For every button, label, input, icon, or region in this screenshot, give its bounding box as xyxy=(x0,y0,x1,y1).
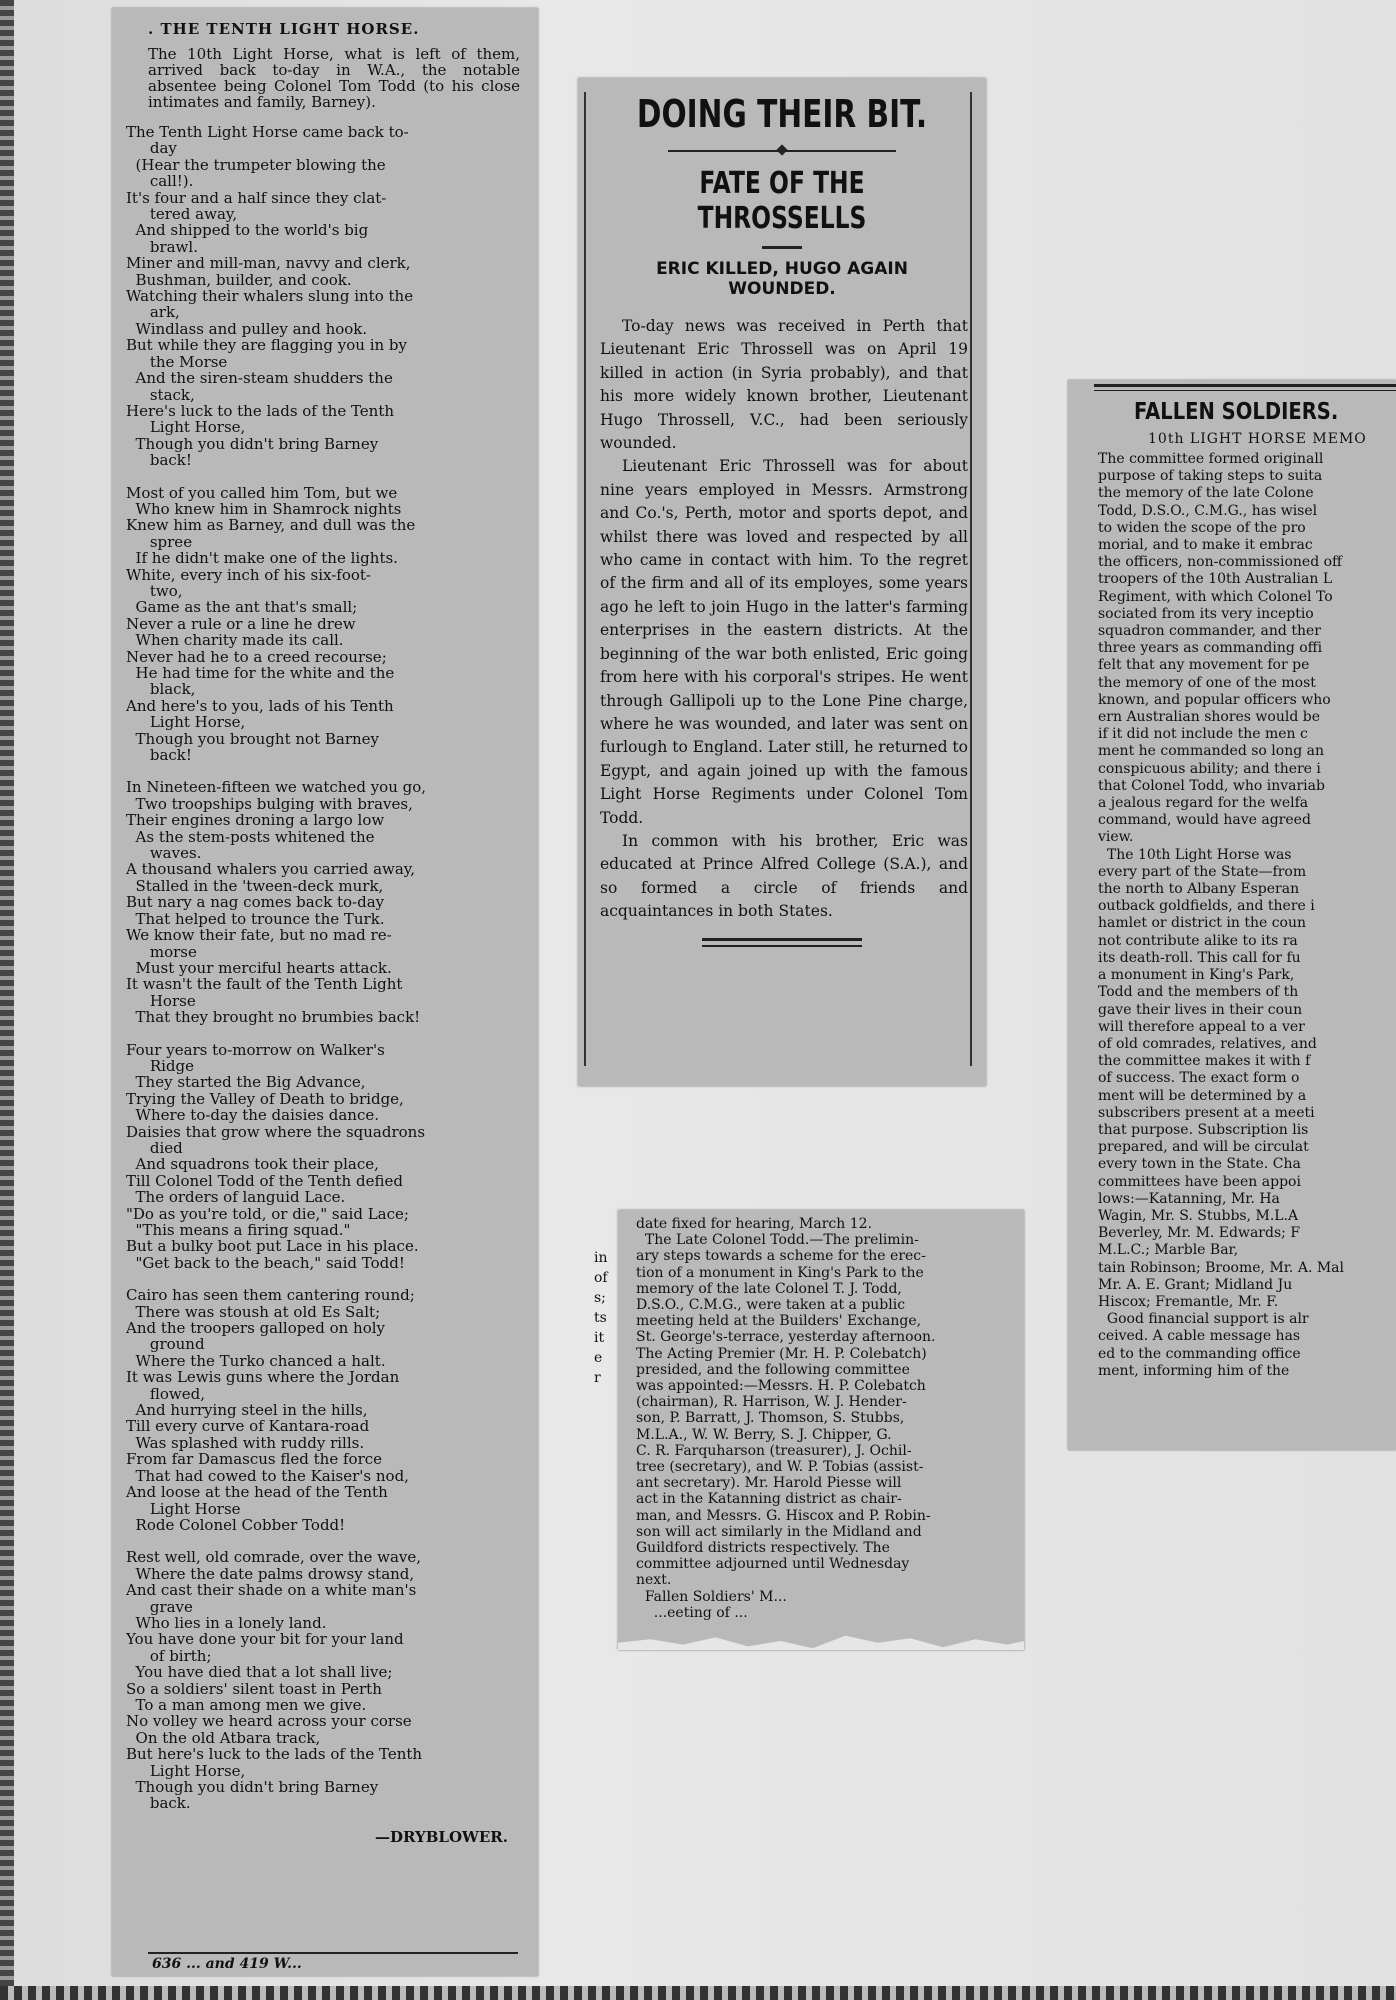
todd-line: memory of the late Colonel T. J. Todd, xyxy=(636,1280,902,1297)
poem-stanza xyxy=(126,485,524,764)
fallen-line: of old comrades, relatives, and xyxy=(1098,1035,1317,1052)
poem-line: And hurrying steel in the hills, xyxy=(126,1402,368,1419)
poem-line: Horse xyxy=(126,992,196,1010)
poem-stanza xyxy=(126,1287,524,1533)
poem-line: Who knew him in Shamrock nights xyxy=(126,500,402,518)
poem-line: (Hear the trumpeter blowing the xyxy=(126,156,386,174)
fallen-line: lows:—Katanning, Mr. Ha xyxy=(1098,1190,1280,1207)
fallen-line: command, would have agreed xyxy=(1098,812,1311,829)
fallen-line: Mr. A. E. Grant; Midland Ju xyxy=(1098,1276,1293,1293)
todd-line: C. R. Farquharson (treasurer), J. Ochil- xyxy=(636,1442,912,1459)
article-paragraph: Lieutenant Eric Throssell was for about nine years employed in Messrs. Armstrong and Co.'s, Perth, motor and sports depot, and whilst there was loved and respected by all who came in contact with him. To the regret of the firm and all of its employes, some years ago he left to join Hugo in the latter's farming enterprises in the eastern districts. At the beginning of the war both enlisted, Eric going from here with his corporal's stripes. He went through Gallipoli up to the Lone Pine charge, where he was wounded, and later was sent on furlough to England. Later still, he returned to Egypt, and again joined up with the famous Light Horse Regiments under Colonel Tom Todd. xyxy=(600,457,968,827)
poem-line: Light Horse, xyxy=(126,419,246,436)
todd-line: man, and Messrs. G. Hiscox and P. Robin- xyxy=(636,1507,931,1524)
todd-line: The Acting Premier (Mr. H. P. Colebatch) xyxy=(636,1345,927,1362)
poem-line: day xyxy=(126,140,177,157)
article-body xyxy=(600,315,968,924)
fallen-line: committees have been appoi xyxy=(1098,1173,1301,1190)
poem-line: tered away, xyxy=(126,206,238,223)
poem-intro: The 10th Light Horse, what is left of them, arrived back to-day in W.A., the notable absentee being Colonel Tom Todd (to his close intimates and family, Barney). xyxy=(148,45,520,111)
todd-line: ary steps towards a scheme for the erec- xyxy=(636,1248,926,1265)
poem-line: But while they are flagging you in by xyxy=(126,337,408,354)
todd-line: was appointed:—Messrs. H. P. Colebatch xyxy=(636,1378,926,1395)
poem-line: But here's luck to the lads of the Tenth xyxy=(126,1746,423,1763)
poem-line: White, every inch of his six-foot- xyxy=(126,566,371,583)
fallen-line: the committee makes it with f xyxy=(1098,1053,1311,1070)
poem-line: Where the Turko chanced a halt. xyxy=(126,1352,386,1370)
todd-line: Fallen Soldiers' M... xyxy=(636,1588,787,1605)
fallen-line: troopers of the 10th Australian L xyxy=(1098,571,1333,588)
poem-line: Light Horse, xyxy=(126,1762,246,1779)
poem-line: The Tenth Light Horse came back to- xyxy=(126,124,409,141)
poem-line: Though you brought not Barney xyxy=(126,730,380,748)
fallen-line: known, and popular officers who xyxy=(1098,691,1331,708)
poem-line: back! xyxy=(126,747,192,764)
poem-line: Their engines droning a largo low xyxy=(126,812,385,829)
poem-line: On the old Atbara track, xyxy=(126,1729,321,1747)
fallen-line: purpose of taking steps to suita xyxy=(1098,468,1323,485)
fallen-line: squadron commander, and ther xyxy=(1098,623,1321,640)
poem-line: the Morse xyxy=(126,353,228,371)
poem-line: That helped to trounce the Turk. xyxy=(126,910,385,928)
poem-line: Never had he to a creed recourse; xyxy=(126,648,387,665)
poem-line: Two troopships bulging with braves, xyxy=(126,795,413,813)
fallen-line: every town in the State. Cha xyxy=(1098,1156,1301,1173)
poem-line: It's four and a half since they clat- xyxy=(126,189,387,207)
poem-line: Cairo has seen them cantering round; xyxy=(126,1287,415,1304)
poem-line: There was stoush at old Es Salt; xyxy=(126,1303,381,1321)
todd-line: presided, and the following committee xyxy=(636,1361,910,1378)
todd-line: ...eeting of ... xyxy=(636,1604,748,1621)
poem-line: Miner and mill-man, navvy and clerk, xyxy=(126,255,411,272)
todd-line: The Late Colonel Todd.—The prelimin- xyxy=(636,1232,919,1249)
poem-line: He had time for the white and the xyxy=(126,665,395,682)
poem-line: call!). xyxy=(126,173,194,190)
article-paragraph: In common with his brother, Eric was educated at Prince Alfred College (S.A.), and so formed a circle of friends and acquaintances in both States. xyxy=(600,831,968,921)
poem-line: Who lies in a lonely land. xyxy=(126,1614,327,1632)
poem-line: It wasn't the fault of the Tenth Light xyxy=(126,976,403,993)
poem-line: Till Colonel Todd of the Tenth defied xyxy=(126,1172,403,1190)
poem-line: In Nineteen-fifteen we watched you go, xyxy=(126,779,427,796)
fallen-line: conspicuous ability; and there i xyxy=(1098,760,1321,777)
margin-fragment: s; xyxy=(594,1290,606,1306)
poem-line: Ridge xyxy=(126,1057,195,1075)
fallen-line: prepared, and will be circulat xyxy=(1098,1139,1309,1156)
margin-fragment: in xyxy=(594,1250,608,1266)
fallen-line: the officers, non-commissioned off xyxy=(1098,554,1342,571)
poem-line: back. xyxy=(126,1795,191,1812)
poem-line: A thousand whalers you carried away, xyxy=(126,861,416,878)
fallen-line: ment, informing him of the xyxy=(1098,1362,1290,1379)
poem-line: Light Horse, xyxy=(126,714,246,731)
poem-line: And shipped to the world's big xyxy=(126,222,369,239)
poem-line: The orders of languid Lace. xyxy=(126,1189,346,1206)
poem-footer: 636 ... and 419 W... xyxy=(152,1956,302,1972)
fallen-line: Good financial support is alr xyxy=(1098,1311,1309,1328)
fallen-line: ern Australian shores would be xyxy=(1098,709,1320,726)
todd-line: act in the Katanning district as chair- xyxy=(636,1491,902,1508)
todd-line: ant secretary). Mr. Harold Piesse will xyxy=(636,1475,902,1492)
todd-left-margin xyxy=(594,1248,614,1388)
todd-line: son, P. Barratt, J. Thomson, S. Stubbs, xyxy=(636,1410,905,1427)
poem-line: Light Horse xyxy=(126,1500,241,1517)
fallen-soldiers-clipping xyxy=(1068,380,1396,1450)
column-border-right xyxy=(970,92,972,1066)
fallen-line: if it did not include the men c xyxy=(1098,726,1308,743)
poem-line: spree xyxy=(126,533,193,551)
poem-line: Rest well, old comrade, over the wave, xyxy=(126,1549,422,1566)
poem-line: Though you didn't bring Barney xyxy=(126,435,379,453)
margin-fragment: ts xyxy=(594,1310,607,1326)
poem-line: That they brought no brumbies back! xyxy=(126,1009,421,1026)
poem-line: Where the date palms drowsy stand, xyxy=(126,1565,415,1583)
todd-line: committee adjourned until Wednesday xyxy=(636,1556,910,1573)
fallen-line: to widen the scope of the pro xyxy=(1098,519,1306,536)
poem-line: Rode Colonel Cobber Todd! xyxy=(126,1516,346,1534)
poem-line: Though you didn't bring Barney xyxy=(126,1779,379,1796)
fallen-line: tain Robinson; Broome, Mr. A. Mal xyxy=(1098,1259,1344,1276)
poem-line: waves. xyxy=(126,845,202,862)
todd-line: Guildford districts respectively. The xyxy=(636,1540,890,1557)
margin-fragment: it xyxy=(594,1330,605,1346)
fallen-line: Todd, D.S.O., C.M.G., has wisel xyxy=(1098,502,1318,519)
fallen-line: the memory of one of the most xyxy=(1098,674,1316,691)
fallen-line: subscribers present at a meeti xyxy=(1098,1104,1315,1121)
fallen-line: ceived. A cable message has xyxy=(1098,1328,1301,1345)
poem-line: You have done your bit for your land xyxy=(126,1631,404,1648)
fallen-line: of success. The exact form o xyxy=(1098,1070,1300,1087)
poem-line: You have died that a lot shall live; xyxy=(126,1664,393,1681)
poem-line: It was Lewis guns where the Jordan xyxy=(126,1369,400,1386)
poem-line: And cast their shade on a white man's xyxy=(126,1582,417,1599)
doing-their-bit-clipping xyxy=(578,78,986,1086)
poem-line: Most of you called him Tom, but we xyxy=(126,484,398,501)
double-rule xyxy=(702,938,862,947)
poem-line: As the stem-posts whitened the xyxy=(126,828,375,846)
page-bottom-edge xyxy=(0,1986,1396,2000)
fallen-line: not contribute alike to its ra xyxy=(1098,932,1298,949)
fallen-line: M.L.C.; Marble Bar, xyxy=(1098,1242,1239,1259)
poem-stanza xyxy=(126,1549,524,1812)
poem-rule xyxy=(148,1952,518,1954)
poem-line: Here's luck to the lads of the Tenth xyxy=(126,402,395,420)
poem-line: Till every curve of Kantara-road xyxy=(126,1418,370,1435)
fallen-line: the memory of the late Colone xyxy=(1098,485,1314,502)
fallen-line: Hiscox; Fremantle, Mr. F. xyxy=(1098,1293,1279,1310)
todd-line: tion of a monument in King's Park to the xyxy=(636,1264,924,1281)
poem-line: Bushman, builder, and cook. xyxy=(126,271,352,289)
poem-line: Windlass and pulley and hook. xyxy=(126,320,368,338)
fallen-line: a jealous regard for the welfa xyxy=(1098,795,1309,812)
fallen-line: will therefore appeal to a ver xyxy=(1098,1018,1305,1035)
fallen-line: that Colonel Todd, who invariab xyxy=(1098,777,1325,794)
poem-line: flowed, xyxy=(126,1385,205,1403)
todd-line: D.S.O., C.M.G., were taken at a public xyxy=(636,1297,906,1314)
diamond-rule xyxy=(668,142,896,160)
todd-body xyxy=(636,1210,1006,1621)
poem-line: two, xyxy=(126,582,183,600)
fallen-line: gave their lives in their coun xyxy=(1098,1001,1303,1018)
poem-line: "Do as you're told, or die," said Lace; xyxy=(126,1205,409,1222)
margin-fragment: of xyxy=(594,1270,608,1286)
fallen-rule xyxy=(1094,384,1396,391)
poem-line: Never a rule or a line he drew xyxy=(126,615,356,633)
fallen-body xyxy=(1098,451,1396,1380)
poem-signature: —DRYBLOWER. xyxy=(375,1827,508,1846)
fallen-line: ment he commanded so long an xyxy=(1098,743,1325,760)
poem-line: Trying the Valley of Death to bridge, xyxy=(126,1090,404,1108)
todd-line: next. xyxy=(636,1572,672,1589)
poem-stanza xyxy=(126,779,524,1025)
fallen-line: ment will be determined by a xyxy=(1098,1087,1307,1104)
poem-line: Daisies that grow where the squadrons xyxy=(126,1123,426,1140)
fallen-line: a monument in King's Park, xyxy=(1098,967,1295,984)
fallen-line: view. xyxy=(1098,829,1134,846)
fallen-line: outback goldfields, and there i xyxy=(1098,898,1315,915)
headline: DOING THEIR BIT. xyxy=(636,92,928,136)
poem-line: ground xyxy=(126,1336,205,1353)
fallen-line: every part of the State—from xyxy=(1098,863,1307,880)
fallen-line: Todd and the members of th xyxy=(1098,984,1299,1001)
fallen-line: Regiment, with which Colonel To xyxy=(1098,588,1333,605)
fallen-line: The 10th Light Horse was xyxy=(1098,846,1292,863)
fallen-line: Beverley, Mr. M. Edwards; F xyxy=(1098,1225,1301,1242)
poem-line: Was splashed with ruddy rills. xyxy=(126,1434,365,1452)
todd-line: (chairman), R. Harrison, W. J. Hender- xyxy=(636,1394,907,1411)
todd-line: date fixed for hearing, March 12. xyxy=(636,1216,872,1232)
poem-line: brawl. xyxy=(126,238,198,256)
poem-line: If he didn't make one of the lights. xyxy=(126,550,398,567)
poem-body xyxy=(126,124,524,1812)
fallen-line: the north to Albany Esperan xyxy=(1098,881,1300,898)
poem-line: So a soldiers' silent toast in Perth xyxy=(126,1680,382,1697)
subheadline: FATE OF THE THROSSELLS xyxy=(697,166,867,236)
todd-line: meeting held at the Builders' Exchange, xyxy=(636,1313,922,1330)
poem-line: But a bulky boot put Lace in his place. xyxy=(126,1238,419,1255)
fallen-line: its death-roll. This call for fu xyxy=(1098,949,1301,966)
poem-stanza xyxy=(126,124,524,469)
poem-line: From far Damascus fled the force xyxy=(126,1451,383,1468)
fallen-line: felt that any movement for pe xyxy=(1098,657,1310,674)
poem-line: "Get back to the beach," said Todd! xyxy=(126,1254,405,1272)
short-rule xyxy=(762,246,802,249)
poem-line: black, xyxy=(126,681,196,698)
poem-clipping xyxy=(112,8,538,1976)
poem-line: Four years to-morrow on Walker's xyxy=(126,1041,385,1058)
todd-line: St. George's-terrace, yesterday afternoon. xyxy=(636,1329,936,1346)
page-left-edge xyxy=(0,0,14,2000)
poem-line: No volley we heard across your corse xyxy=(126,1713,412,1730)
poem-line: And here's to you, lads of his Tenth xyxy=(126,697,394,715)
poem-line: back! xyxy=(126,452,192,469)
poem-line: Stalled in the 'tween-deck murk, xyxy=(126,877,384,895)
margin-fragment: r xyxy=(594,1370,601,1386)
poem-line: And the troopers galloped on holy xyxy=(126,1320,386,1337)
column-border-left xyxy=(584,92,586,1066)
todd-line: M.L.A., W. W. Berry, S. J. Chipper, G. xyxy=(636,1426,892,1443)
fallen-line: that purpose. Subscription lis xyxy=(1098,1121,1309,1138)
fallen-line: hamlet or district in the coun xyxy=(1098,915,1307,932)
fallen-subtitle: 10th LIGHT HORSE MEMO xyxy=(1148,431,1367,447)
poem-line: stack, xyxy=(126,386,195,403)
poem-line: They started the Big Advance, xyxy=(126,1074,366,1091)
poem-stanza xyxy=(126,1042,524,1272)
poem-line: And loose at the head of the Tenth xyxy=(126,1484,388,1501)
colonel-todd-clipping xyxy=(594,1210,1024,1650)
fallen-line: Wagin, Mr. S. Stubbs, M.L.A xyxy=(1098,1207,1299,1224)
poem-line: Where to-day the daisies dance. xyxy=(126,1107,379,1124)
fallen-title: FALLEN SOLDIERS. xyxy=(1134,399,1339,425)
fallen-line: sociated from its very inceptio xyxy=(1098,605,1314,622)
poem-title: . THE TENTH LIGHT HORSE. xyxy=(148,20,420,38)
poem-line: To a man among men we give. xyxy=(126,1696,367,1714)
deck: ERIC KILLED, HUGO AGAIN WOUNDED. xyxy=(656,259,908,299)
poem-line: But nary a nag comes back to-day xyxy=(126,894,385,911)
poem-line: That had cowed to the Kaiser's nod, xyxy=(126,1467,409,1485)
poem-line: grave xyxy=(126,1598,193,1615)
fallen-line: The committee formed originall xyxy=(1098,451,1324,467)
todd-line: tree (secretary), and W. P. Tobias (assist- xyxy=(636,1459,924,1476)
fallen-line: ed to the commanding office xyxy=(1098,1345,1301,1362)
todd-line: son will act similarly in the Midland and xyxy=(636,1523,922,1540)
poem-line: Must your merciful hearts attack. xyxy=(126,959,392,977)
poem-line: ark, xyxy=(126,304,180,321)
poem-line: morse xyxy=(126,943,197,960)
poem-line: Watching their whalers slung into the xyxy=(126,288,414,305)
article-paragraph: To-day news was received in Perth that Lieutenant Eric Throssell was on April 19 killed in action (in Syria probably), and that his more widely known brother, Lieutenant Hugo Throssell, V.C., had been seriously wounded. xyxy=(600,317,968,453)
poem-line: Game as the ant that's small; xyxy=(126,599,358,616)
fallen-line: three years as commanding offi xyxy=(1098,640,1323,657)
poem-line: When charity made its call. xyxy=(126,632,344,649)
poem-line: of birth; xyxy=(126,1647,212,1665)
torn-edge xyxy=(618,1632,1024,1650)
poem-line: We know their fate, but no mad re- xyxy=(126,927,392,944)
poem-line: "This means a firing squad." xyxy=(126,1222,351,1239)
poem-line: And the siren-steam shudders the xyxy=(126,370,393,387)
poem-line: died xyxy=(126,1139,183,1157)
fallen-line: morial, and to make it embrac xyxy=(1098,537,1313,554)
poem-line: And squadrons took their place, xyxy=(126,1156,379,1173)
poem-line: Knew him as Barney, and dull was the xyxy=(126,517,416,534)
margin-fragment: e xyxy=(594,1350,603,1366)
